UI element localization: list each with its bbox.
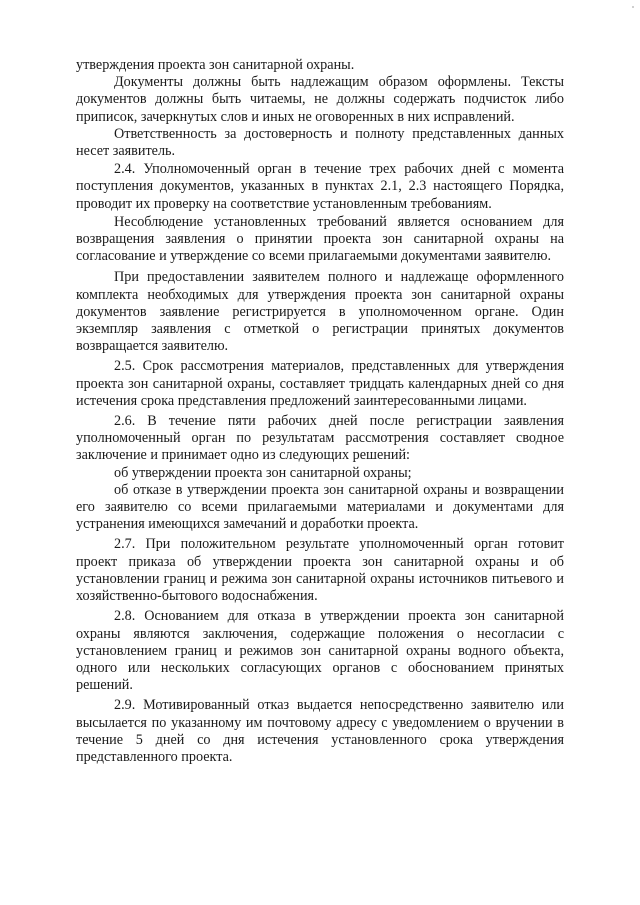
document-body bbox=[76, 57, 564, 766]
scan-speck bbox=[632, 6, 634, 8]
paragraph-2-8: 2.8. Основанием для отказа в утверждении проекта зон санитарной охраны являются заключения, содержащие положения о несогласии с установлением границ и режимов зон санитарной охраны водного объекта, одного или нескольких согласующих органов с обоснованием принятых решений. bbox=[76, 608, 564, 694]
paragraph-decision-approve: об утверждении проекта зон санитарной охраны; bbox=[114, 464, 412, 481]
paragraph-decision-reject: об отказе в утверждении проекта зон санитарной охраны и возвращении его заявителю со всеми прилагаемыми материалами и документами для устранения имеющихся замечаний и доработки проекта. bbox=[76, 481, 564, 533]
paragraph-2-4: 2.4. Уполномоченный орган в течение трех рабочих дней с момента поступления документов, указанных в пунктах 2.1, 2.3 настоящего Порядка, проводит их проверку на соответствие установленным требованиям. bbox=[76, 161, 564, 212]
paragraph-noncompliance: Несоблюдение установленных требований является основанием для возвращения заявления о принятии проекта зон санитарной охраны на согласование и утверждение со всеми прилагаемыми документами заявителю. bbox=[76, 213, 564, 265]
paragraph-registration: При предоставлении заявителем полного и надлежаще оформленного комплекта необходимых для утверждения проекта зон санитарной охраны документов заявление регистрируется в уполномоченном органе. Один экземпляр заявления с отметкой о регистрации принятых документов возвращается заявителю. bbox=[76, 269, 564, 355]
paragraph-2-9: 2.9. Мотивированный отказ выдается непосредственно заявителю или высылается по указанному им почтовому адресу с уведомлением о вручении в течение 5 дней со дня истечения установленного срока утверждения представленного проекта. bbox=[76, 697, 564, 765]
paragraph-documents-format: Документы должны быть надлежащим образом оформлены. Тексты документов должны быть читаемы, не должны содержать подчисток либо приписок, зачеркнутых слов и иных не оговоренных в них исправлений. bbox=[76, 74, 564, 125]
paragraph-2-7: 2.7. При положительном результате уполномоченный орган готовит проект приказа об утверждении проекта зон санитарной охраны и об установлении границ и режима зон санитарной охраны источников питьевого и хозяйственно-бытового водоснабжения. bbox=[76, 536, 564, 605]
paragraph-continuation: утверждения проекта зон санитарной охраны. bbox=[76, 57, 355, 73]
paragraph-2-6: 2.6. В течение пяти рабочих дней после регистрации заявления уполномоченный орган по результатам рассмотрения составляет сводное заключение и принимает одно из следующих решений: bbox=[76, 413, 564, 464]
paragraph-2-5: 2.5. Срок рассмотрения материалов, представленных для утверждения проекта зон санитарной охраны, составляет тридцать календарных дней со дня истечения срока представления предложений заинтересованными лицами. bbox=[76, 358, 564, 409]
paragraph-responsibility: Ответственность за достоверность и полноту представленных данных несет заявитель. bbox=[76, 125, 564, 160]
